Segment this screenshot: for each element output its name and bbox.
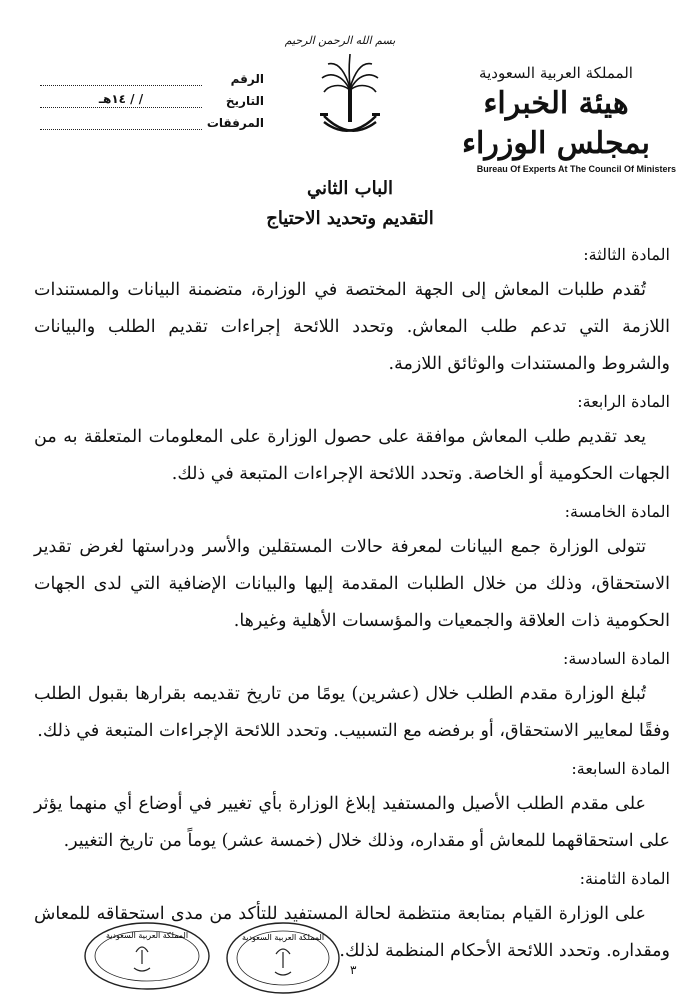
article xyxy=(34,754,670,860)
basmala: بسم الله الرحمن الرحيم xyxy=(284,34,396,47)
date-line xyxy=(40,93,202,108)
article-title: المادة الثامنة: xyxy=(579,869,670,888)
article xyxy=(34,240,670,383)
date-field xyxy=(34,86,264,108)
article-title: المادة الرابعة: xyxy=(577,392,670,411)
article-title: المادة الثالثة: xyxy=(583,245,670,264)
attachments-field xyxy=(34,108,264,130)
article xyxy=(34,497,670,640)
stamp-2-text: المملكة العربية السعودية xyxy=(241,933,325,942)
organization-header xyxy=(436,64,676,174)
article-title: المادة السابعة: xyxy=(571,759,670,778)
reference-fields xyxy=(34,64,264,130)
article-title: المادة السادسة: xyxy=(562,649,670,668)
article xyxy=(34,644,670,750)
article-body: على مقدم الطلب الأصيل والمستفيد إبلاغ الوزارة بأي تغيير في أوضاع أي منهما يؤثر على استحقاقهما للمعاش أو مقداره، وذلك خلال (خمسة عشر) يوماً من تاريخ التغيير. xyxy=(34,794,670,851)
kingdom-name: المملكة العربية السعودية xyxy=(479,64,633,82)
attachments-line xyxy=(40,115,202,130)
article-body: تتولى الوزارة جمع البيانات لمعرفة حالات المستقلين والأسر ودراستها لغرض تقدير الاستحقاق، وذلك من خلال الطلبات المقدمة إليها والبيانات الإضافية التي لدى الجهات الحكومية ذات العلاقة والجمعيات والمؤسسات الأهلية وغيرها. xyxy=(34,537,670,631)
article xyxy=(34,387,670,493)
official-stamp-icon xyxy=(224,920,342,996)
articles xyxy=(34,240,670,974)
attachments-label: المرفقات xyxy=(206,116,264,130)
article-body: على الوزارة القيام بمتابعة منتظمة لحالة المستفيد للتأكد من مدى استحقاقه للمعاش ومقداره. وتحدد اللائحة الأحكام المنظمة لذلك. xyxy=(34,904,670,961)
organization-name-english: Bureau Of Experts At The Council Of Ministers xyxy=(476,164,676,174)
article-body: تُقدم طلبات المعاش إلى الجهة المختصة في الوزارة، متضمنة البيانات والمستندات اللازمة التي تدعم طلب المعاش. وتحدد اللائحة إجراءات تقديم الطلب والبيانات والشروط والمستندات والوثائق اللازمة. xyxy=(34,280,670,374)
official-stamp-icon xyxy=(82,920,212,992)
date-label: التاريخ xyxy=(225,94,264,108)
organization-name: هيئة الخبراء بمجلس الوزراء xyxy=(461,86,651,161)
article-body: يعد تقديم طلب المعاش موافقة على حصول الوزارة على المعلومات المتعلقة به من الجهات الحكومية أو الخاصة. وتحدد اللائحة الإجراءات المتبعة في ذلك. xyxy=(34,427,670,484)
number-line xyxy=(40,71,202,86)
number-field xyxy=(34,64,264,86)
chapter-number: الباب الثاني xyxy=(306,178,394,199)
page-number: ٣ xyxy=(350,963,357,977)
article-title: المادة الخامسة: xyxy=(564,502,670,521)
saudi-emblem-icon xyxy=(318,52,382,142)
article-body: تُبلغ الوزارة مقدم الطلب خلال (عشرين) يومًا من تاريخ تقديمه بقرارها بقبول الطلب وفقًا لمعايير الاستحقاق، أو برفضه مع التسبيب. وتحدد اللائحة الإجراءات المتبعة في ذلك. xyxy=(34,684,670,741)
stamp-1-text: المملكة العربية السعودية xyxy=(105,931,189,940)
number-label: الرقم xyxy=(230,72,264,86)
chapter-title: التقديم وتحديد الاحتياج xyxy=(266,208,434,229)
date-value: / / ١٤هـ xyxy=(98,92,144,106)
